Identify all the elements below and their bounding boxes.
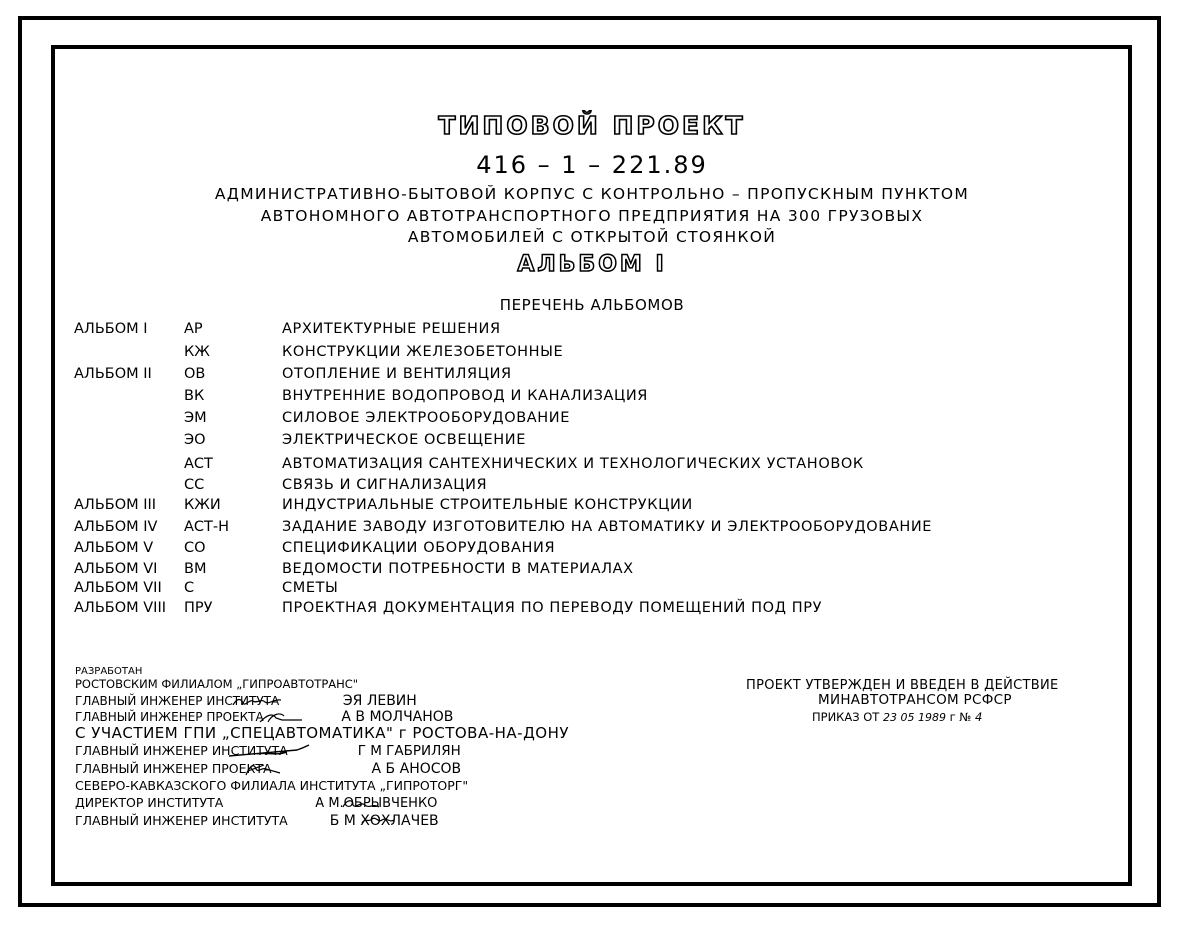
album-section-title: СПЕЦИФИКАЦИИ ОБОРУДОВАНИЯ bbox=[282, 540, 556, 556]
list-item bbox=[0, 388, 1184, 408]
list-item bbox=[0, 519, 1184, 539]
album-section-title: СМЕТЫ bbox=[282, 580, 339, 596]
series-title: ТИПОВОЙ ПРОЕКТ bbox=[438, 111, 746, 140]
person-name: Г М ГАБРИЛЯН bbox=[357, 743, 461, 759]
album-section-title: АВТОМАТИЗАЦИЯ САНТЕХНИЧЕСКИХ И ТЕХНОЛОГИЧЕСКИХ УСТАНОВОК bbox=[282, 456, 864, 472]
branch-line-2: СЕВЕРО-КАВКАЗСКОГО ФИЛИАЛА ИНСТИТУТА „ГИПРОТОРГ" bbox=[75, 778, 469, 793]
project-number: 416 – 1 – 221.89 bbox=[476, 151, 708, 179]
role-label: ГЛАВНЫЙ ИНЖЕНЕР ПРОЕКТА bbox=[75, 761, 272, 776]
album-code: СС bbox=[184, 477, 205, 493]
person-name: А В МОЛЧАНОВ bbox=[341, 709, 454, 725]
album-title: АЛЬБОМ I bbox=[517, 252, 667, 277]
album-code: КЖИ bbox=[184, 497, 221, 513]
branch-line: РОСТОВСКИМ ФИЛИАЛОМ „ГИПРОАВТОТРАНС" bbox=[75, 677, 359, 691]
album-label: АЛЬБОМ I bbox=[74, 321, 148, 337]
order-date: 23 05 1989 bbox=[882, 711, 946, 724]
role-label: ГЛАВНЫЙ ИНЖЕНЕР ИНСТИТУТА bbox=[75, 743, 288, 758]
order-line bbox=[812, 712, 982, 724]
list-item bbox=[0, 410, 1184, 430]
signature-levin bbox=[231, 696, 283, 708]
signature-gabrilyan bbox=[227, 744, 311, 758]
album-section-title: ЗАДАНИЕ ЗАВОДУ ИЗГОТОВИТЕЛЮ НА АВТОМАТИКУ И ЭЛЕКТРООБОРУДОВАНИЕ bbox=[282, 519, 933, 535]
album-code: ЭМ bbox=[184, 410, 207, 426]
list-item bbox=[0, 561, 1184, 581]
description-line-3: АВТОМОБИЛЕЙ С ОТКРЫТОЙ СТОЯНКОЙ bbox=[407, 228, 777, 246]
list-item bbox=[0, 540, 1184, 560]
album-label: АЛЬБОМ VII bbox=[74, 580, 162, 596]
developed-label: РАЗРАБОТАН bbox=[75, 666, 143, 677]
album-code: СО bbox=[184, 540, 206, 556]
list-item bbox=[0, 497, 1184, 517]
description-line-2: АВТОНОМНОГО АВТОТРАНСПОРТНОГО ПРЕДПРИЯТИЯ НА 300 ГРУЗОВЫХ bbox=[260, 207, 924, 225]
description-line-1: АДМИНИСТРАТИВНО-БЫТОВОЙ КОРПУС С КОНТРОЛЬНО – ПРОПУСКНЫМ ПУНКТОМ bbox=[214, 185, 970, 203]
album-code: АР bbox=[184, 321, 203, 337]
album-section-title: ОТОПЛЕНИЕ И ВЕНТИЛЯЦИЯ bbox=[282, 366, 512, 382]
role-label: ГЛАВНЫЙ ИНЖЕНЕР ПРОЕКТА bbox=[75, 710, 264, 724]
person-name: А М.ОБРЫВЧЕНКО bbox=[315, 796, 438, 811]
album-label: АЛЬБОМ VI bbox=[74, 561, 158, 577]
person-name: Б М ХОХЛАЧЕВ bbox=[329, 813, 439, 829]
album-code: АСТ-Н bbox=[184, 519, 230, 535]
album-code: ПРУ bbox=[184, 600, 213, 616]
album-code: КЖ bbox=[184, 344, 210, 360]
list-item bbox=[0, 477, 1184, 497]
list-item bbox=[0, 600, 1184, 620]
list-item bbox=[0, 456, 1184, 476]
album-code: АСТ bbox=[184, 456, 213, 472]
role-label: ДИРЕКТОР ИНСТИТУТА bbox=[75, 795, 224, 810]
participation-line: С УЧАСТИЕМ ГПИ „СПЕЦАВТОМАТИКА" г РОСТОВА-НА-ДОНУ bbox=[75, 724, 570, 742]
album-section-title: СИЛОВОЕ ЭЛЕКТРООБОРУДОВАНИЕ bbox=[282, 410, 570, 426]
album-section-title: ЭЛЕКТРИЧЕСКОЕ ОСВЕЩЕНИЕ bbox=[282, 432, 527, 448]
director-line bbox=[75, 797, 437, 810]
role-label: ГЛАВНЫЙ ИНЖЕНЕР ИНСТИТУТА bbox=[75, 694, 280, 708]
order-number: 4 bbox=[974, 710, 983, 724]
album-section-title: ИНДУСТРИАЛЬНЫЕ СТРОИТЕЛЬНЫЕ КОНСТРУКЦИИ bbox=[282, 497, 693, 513]
list-item bbox=[0, 580, 1184, 600]
list-item bbox=[0, 321, 1184, 341]
album-section-title: ПРОЕКТНАЯ ДОКУМЕНТАЦИЯ ПО ПЕРЕВОДУ ПОМЕЩЕНИЙ ПОД ПРУ bbox=[282, 600, 823, 616]
album-section-title: СВЯЗЬ И СИГНАЛИЗАЦИЯ bbox=[282, 477, 488, 493]
album-code: ОВ bbox=[184, 366, 206, 382]
album-section-title: ВЕДОМОСТИ ПОТРЕБНОСТИ В МАТЕРИАЛАХ bbox=[282, 561, 634, 577]
signature-anosov bbox=[244, 761, 282, 777]
order-prefix: ПРИКАЗ ОТ bbox=[812, 710, 880, 724]
album-label: АЛЬБОМ III bbox=[74, 497, 157, 513]
signature-molchanov bbox=[258, 710, 304, 724]
list-item bbox=[0, 366, 1184, 386]
signature-khokhlachev bbox=[360, 814, 396, 826]
album-code: ВМ bbox=[184, 561, 207, 577]
album-label: АЛЬБОМ V bbox=[74, 540, 154, 556]
person-name: А Б АНОСОВ bbox=[371, 761, 462, 777]
album-section-title: КОНСТРУКЦИИ ЖЕЛЕЗОБЕТОННЫЕ bbox=[282, 344, 564, 360]
album-code: ВК bbox=[184, 388, 205, 404]
approval-line-1: ПРОЕКТ УТВЕРЖДЕН И ВВЕДЕН В ДЕЙСТВИЕ bbox=[746, 678, 1059, 693]
album-label: АЛЬБОМ VIII bbox=[74, 600, 166, 616]
role-label: ГЛАВНЫЙ ИНЖЕНЕР ИНСТИТУТА bbox=[75, 813, 288, 828]
album-code: ЭО bbox=[184, 432, 206, 448]
album-section-title: АРХИТЕКТУРНЫЕ РЕШЕНИЯ bbox=[282, 321, 501, 337]
list-item bbox=[0, 344, 1184, 364]
album-label: АЛЬБОМ II bbox=[74, 366, 152, 382]
approval-line-2: МИНАВТОТРАНСОМ РСФСР bbox=[818, 692, 1012, 708]
albums-list-title: ПЕРЕЧЕНЬ АЛЬБОМОВ bbox=[499, 296, 685, 314]
list-item bbox=[0, 432, 1184, 452]
album-section-title: ВНУТРЕННИЕ ВОДОПРОВОД И КАНАЛИЗАЦИЯ bbox=[282, 388, 648, 404]
signature-obryvchenko bbox=[341, 797, 381, 811]
order-year-suffix: г № bbox=[949, 710, 972, 724]
person-name: ЭЯ ЛЕВИН bbox=[342, 693, 417, 709]
album-label: АЛЬБОМ IV bbox=[74, 519, 158, 535]
album-code: С bbox=[184, 580, 195, 596]
